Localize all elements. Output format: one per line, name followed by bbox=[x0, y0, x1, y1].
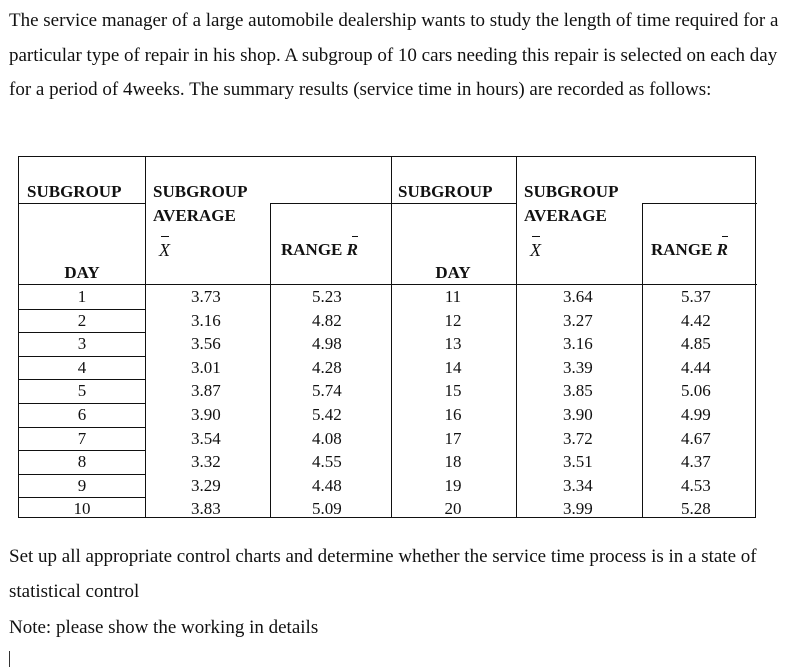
table-cell-range: 4.67 bbox=[681, 428, 711, 448]
table-cell-day: 3 bbox=[77, 334, 87, 354]
table-cell-day: 9 bbox=[77, 475, 87, 495]
table-cell-range: 5.23 bbox=[312, 287, 342, 306]
left-day-column bbox=[27, 285, 137, 521]
table-cell-range: 4.98 bbox=[312, 334, 342, 354]
table-cell-average: 3.99 bbox=[563, 499, 593, 519]
table-cell-day: 15 bbox=[444, 381, 462, 401]
grid-line bbox=[642, 203, 757, 204]
table-cell-average: 3.90 bbox=[563, 404, 593, 424]
grid-line bbox=[516, 157, 517, 517]
table-cell-day: 14 bbox=[444, 357, 462, 377]
right-average-column bbox=[563, 285, 673, 521]
table-cell-day: 7 bbox=[77, 428, 87, 448]
header-day: DAY bbox=[435, 263, 471, 282]
table-cell-day: 8 bbox=[77, 452, 87, 472]
problem-note: Note: please show the working in details bbox=[9, 617, 319, 638]
table-cell-day: 10 bbox=[73, 499, 91, 519]
data-table bbox=[18, 156, 756, 518]
table-cell-range: 4.48 bbox=[312, 475, 342, 495]
table-cell-average: 3.51 bbox=[563, 452, 593, 472]
right-day-column bbox=[398, 285, 508, 521]
table-cell-day: 2 bbox=[77, 310, 87, 330]
table-cell-average: 3.85 bbox=[563, 381, 593, 401]
table-cell-range: 4.53 bbox=[681, 475, 711, 495]
table-cell-average: 3.56 bbox=[191, 334, 221, 354]
problem-question: Set up all appropriate control charts and determine whether the service time process is in a state of statistical control bbox=[9, 546, 757, 602]
table-cell-range: 4.82 bbox=[312, 310, 342, 330]
table-cell-range: 5.28 bbox=[681, 499, 711, 519]
grid-line bbox=[270, 203, 391, 204]
right-range-column bbox=[681, 285, 791, 521]
table-cell-range: 4.55 bbox=[312, 452, 342, 472]
table-cell-average: 3.72 bbox=[563, 428, 593, 448]
table-cell-range: 4.28 bbox=[312, 357, 342, 377]
header-day: DAY bbox=[64, 263, 100, 282]
table-cell-day: 12 bbox=[444, 310, 462, 330]
table-cell-day: 4 bbox=[77, 357, 87, 377]
table-cell-range: 5.06 bbox=[681, 381, 711, 401]
header-average-line1: SUBGROUP bbox=[524, 182, 619, 201]
problem-intro: The service manager of a large automobile dealership wants to study the length of time required for a particular type of repair in his shop. A subgroup of 10 cars needing this repair is selected on each day for a period of 4weeks. The summary results (service time in hours) are recorded as follows: bbox=[9, 10, 779, 100]
table-cell-range: 4.85 bbox=[681, 334, 711, 354]
table-cell-range: 4.42 bbox=[681, 310, 711, 330]
table-cell-range: 4.99 bbox=[681, 404, 711, 424]
table-cell-range: 4.44 bbox=[681, 357, 711, 377]
table-cell-range: 5.37 bbox=[681, 287, 711, 306]
table-cell-day: 1 bbox=[77, 287, 87, 306]
table-cell-average: 3.83 bbox=[191, 499, 221, 519]
table-cell-day: 11 bbox=[444, 287, 462, 306]
header-average-line2: AVERAGE bbox=[153, 206, 236, 225]
table-cell-range: 5.09 bbox=[312, 499, 342, 519]
table-cell-average: 3.29 bbox=[191, 475, 221, 495]
header-xbar-symbol: X bbox=[159, 240, 170, 260]
table-cell-day: 18 bbox=[444, 452, 462, 472]
table-cell-day: 5 bbox=[77, 381, 87, 401]
table-cell-day: 20 bbox=[444, 499, 462, 519]
table-cell-average: 3.27 bbox=[563, 310, 593, 330]
table-cell-average: 3.64 bbox=[563, 287, 593, 306]
header-average-line1: SUBGROUP bbox=[153, 182, 248, 201]
table-cell-range: 5.74 bbox=[312, 381, 342, 401]
header-range: RANGE R bbox=[651, 240, 728, 259]
table-cell-average: 3.16 bbox=[563, 334, 593, 354]
table-cell-range: 4.37 bbox=[681, 452, 711, 472]
header-xbar-symbol: X bbox=[530, 240, 541, 260]
table-cell-day: 13 bbox=[444, 334, 462, 354]
table-cell-average: 3.90 bbox=[191, 404, 221, 424]
header-range: RANGE R bbox=[281, 240, 358, 259]
table-cell-day: 19 bbox=[444, 475, 462, 495]
table-cell-average: 3.16 bbox=[191, 310, 221, 330]
table-cell-average: 3.01 bbox=[191, 357, 221, 377]
header-average-line2: AVERAGE bbox=[524, 206, 607, 225]
table-cell-average: 3.73 bbox=[191, 287, 221, 306]
header-subgroup: SUBGROUP bbox=[27, 182, 122, 201]
table-cell-average: 3.34 bbox=[563, 475, 593, 495]
table-cell-day: 6 bbox=[77, 404, 87, 424]
table-cell-average: 3.39 bbox=[563, 357, 593, 377]
table-cell-range: 5.42 bbox=[312, 404, 342, 424]
grid-line bbox=[391, 203, 516, 204]
table-cell-average: 3.32 bbox=[191, 452, 221, 472]
table-cell-day: 16 bbox=[444, 404, 462, 424]
table-cell-day: 17 bbox=[444, 428, 462, 448]
table-cell-average: 3.54 bbox=[191, 428, 221, 448]
left-average-column bbox=[191, 285, 301, 521]
table-cell-average: 3.87 bbox=[191, 381, 221, 401]
grid-line bbox=[19, 203, 145, 204]
header-subgroup: SUBGROUP bbox=[398, 182, 493, 201]
table-cell-range: 4.08 bbox=[312, 428, 342, 448]
grid-line bbox=[145, 157, 146, 517]
